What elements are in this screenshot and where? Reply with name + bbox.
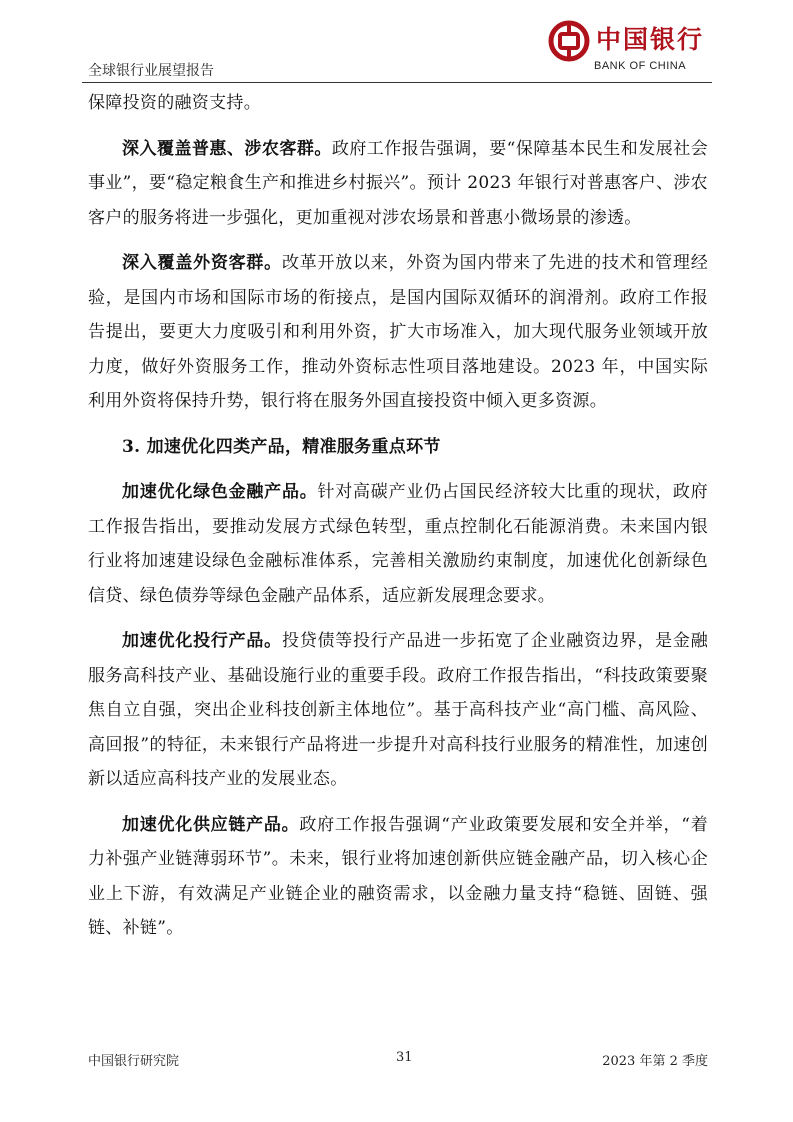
paragraph-text: 改革开放以来，外资为国内带来了先进的技术和管理经验，是国内市场和国际市场的衔接点，是国内国际双循环的润滑剂。政府工作报告提出，要更大力度吸引和利用外资，扩大市场准入，加大现代服务业领域开放力度，做好外资服务工作，推动外资标志性项目落地建设。2023 年，中国实际利用外资将保持升势，银行将在服务外国直接投资中倾入更多资源。 (88, 253, 709, 411)
header-divider (82, 82, 712, 83)
paragraph-inclusive-agri-clients (88, 132, 708, 236)
paragraph-lead: 深入覆盖普惠、涉农客群。 (122, 138, 332, 159)
paragraph-lead: 加速优化投行产品。 (122, 631, 282, 651)
footer-institute: 中国银行研究院 (88, 1054, 180, 1069)
page-number: 31 (396, 1050, 413, 1065)
paragraph-green-finance (88, 475, 708, 613)
paragraph-text: 针对高碳产业仍占国民经济较大比重的现状，政府工作报告指出，要推动发展方式绿色转型，重点控制化石能源消费。未来国内银行业将加速建设绿色金融标准体系，完善相关激励约束制度，加速优化创新绿色信贷、绿色债券等绿色金融产品体系，适应新发展理念要求。 (88, 482, 708, 606)
continued-paragraph: 保障投资的融资支持。 (88, 93, 261, 113)
report-title: 全球银行业展望报告 (88, 63, 214, 79)
logo-english-name: BANK OF CHINA (594, 60, 687, 72)
paragraph-text: 政府工作报告强调“产业政策要发展和安全并举，“着力补强产业链薄弱环节”。未来，银行业将加速创新供应链金融产品，切入核心企业上下游，有效满足产业链企业的融资需求，以金融力量支持“稳链、固链、强链、补链”。 (88, 814, 708, 938)
footer-quarter: 2023 年第 2 季度 (602, 1054, 708, 1069)
report-body (88, 86, 708, 946)
paragraph-text: 政府工作报告强调，要“保障基本民生和发展社会事业”，要“稳定粮食生产和推进乡村振兴”。预计 2023 年银行对普惠客户、涉农客户的服务将进一步强化，更加重视对涉农场景和普惠小微场景的渗透。 (88, 138, 708, 228)
paragraph-supply-chain (88, 808, 708, 946)
paragraph-investment-banking (88, 624, 708, 797)
paragraph-lead: 加速优化绿色金融产品。 (122, 482, 318, 502)
section-heading-3: 3. 加速优化四类产品，精准服务重点环节 (122, 436, 441, 457)
logo-chinese-name: 中国银行 (596, 25, 705, 54)
paragraph-lead: 深入覆盖外资客群。 (122, 253, 282, 273)
bank-of-china-logo (548, 20, 708, 78)
page-header (88, 20, 708, 82)
paragraph-foreign-clients (88, 246, 708, 419)
paragraph-text: 投贷债等投行产品进一步拓宽了企业融资边界，是金融服务高科技产业、基础设施行业的重要手段。政府工作报告指出，“科技政策要聚焦自立自强，突出企业科技创新主体地位”。基于高科技产业“高门槛、高风险、高回报”的特征，未来银行产品将进一步提升对高科技行业服务的精准性，加速创新以适应高科技产业的发展业态。 (88, 631, 709, 789)
paragraph-lead: 加速优化供应链产品。 (122, 814, 300, 835)
page-footer (88, 1050, 708, 1070)
bank-of-china-emblem-icon (548, 20, 590, 62)
